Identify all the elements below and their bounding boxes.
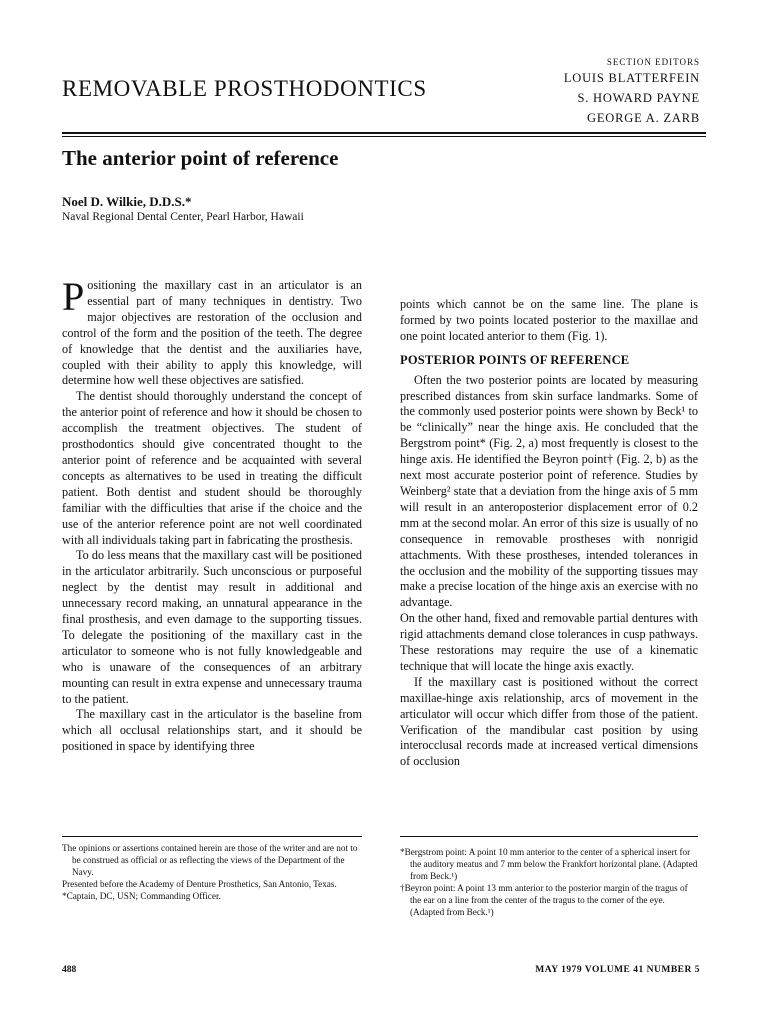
header-rule-thick: [62, 132, 706, 134]
section-editors-label: SECTION EDITORS: [606, 57, 700, 67]
paragraph: Often the two posterior points are located by measuring prescribed distances from skin surface landmarks. Some of the commonly used posterior points were shown by Beck¹ to be “clinically” near the hinge axis. He concluded that the Bergstrom point* (Fig. 2, a) most frequently is closest to the hinge axis. He identified the Beyron point† (Fig. 2, b) as the next most accurate posterior point of reference. Studies by Weinberg² state that a deviation from the hinge axis of 5 mm will result in an anteroposterior displacement error of 0.2 mm at the second molar. An error of this size is usually of no consequence in removable prostheses with nonrigid attachments. With these prostheses, intended tolerances in the occlusion and the mobility of the supporting tissues may make a precise location of the hinge axis an exercise with no advantage.: [400, 372, 698, 610]
article-title: The anterior point of reference: [62, 146, 339, 170]
footnote: Presented before the Academy of Denture Prosthetics, San Antonio, Texas.: [62, 879, 337, 889]
paragraph: The maxillary cast in the articulator is the baseline from which all occlusal relationships start, and it should be positioned in space by identifying three: [62, 707, 362, 754]
section-editor: LOUIS BLATTERFEIN: [563, 71, 700, 85]
drop-cap: P: [62, 274, 85, 319]
journal-issue-info: MAY 1979 VOLUME 41 NUMBER 5: [535, 965, 700, 975]
footnotes-right: [400, 846, 698, 918]
footnote: *Bergstrom point: A point 10 mm anterior to the center of a spherical insert for the auditory meatus and 7 mm below the Frankfort horizontal plane. (Adapted from Beck.¹): [400, 847, 698, 881]
page-number: 488: [62, 965, 77, 975]
author-name: Noel D. Wilkie, D.D.S.*: [62, 194, 192, 209]
right-column: [400, 297, 698, 770]
section-title: REMOVABLE PROSTHODONTICS: [62, 76, 427, 101]
paragraph: [62, 274, 362, 389]
paragraph: To do less means that the maxillary cast will be positioned in the articulator arbitrarily. Such unconscious or purposeful neglect by the dentist may result in additional and unnecessary record making, an unnatural appearance in the final prosthesis, and even damage to the supporting tissues. To delegate the positioning of the maxillary cast in the articulator to someone who is not fully knowledgeable and who is unaware of the consequences of an arbitrary mounting can result in extra expense and unnecessary trauma to the patient.: [62, 548, 362, 706]
footnotes-left: [62, 842, 362, 902]
footnote: The opinions or assertions contained herein are those of the writer and are not to be construed as official or as reflecting the views of the Department of the Navy.: [62, 843, 358, 877]
footnote-rule: [400, 836, 698, 837]
paragraph: On the other hand, fixed and removable partial dentures with rigid attachments demand close tolerances in cusp pathways. These restorations may require the use of a kinematic technique that will locate the hinge axis exactly.: [400, 611, 698, 673]
header-rule-thin: [62, 136, 706, 137]
section-editors: [564, 56, 700, 128]
paragraph: If the maxillary cast is positioned without the correct maxillae-hinge axis relationship, arcs of movement in the articulator will occur which differ from those of the patient. Verification of the mandibular cast position by using interocclusal records made at increased vertical dimensions of occlusion: [400, 674, 698, 769]
author-affiliation: Naval Regional Dental Center, Pearl Harbor, Hawaii: [62, 211, 304, 223]
paragraph: The dentist should thoroughly understand the concept of the anterior point of reference and how it should be chosen to accomplish the treatment objectives. The student of prosthodontics should give concentrated thought to the anterior point of reference and be acquainted with several concepts as alternatives to be used in treating the difficult patient. Both dentist and student should be thoroughly familiar with the difficulties that arise if the choice and the use of the anterior reference point are not well coordinated with all individuals taking part in fabricating the prosthesis.: [62, 389, 362, 547]
section-editor: S. HOWARD PAYNE: [577, 91, 700, 105]
paragraph-text: ositioning the maxillary cast in an articulator is an essential part of many techniques in dentistry. Two major objectives are restoration of the occlusion and control of the form and the position of the teeth. The degree of knowledge that the dentist and the auxiliaries have, coupled with their ability to apply this knowledge, will determine how well these objectives are satisfied.: [62, 278, 362, 388]
paragraph: points which cannot be on the same line. The plane is formed by two points located posterior to the maxillae and one point located anterior to them (Fig. 1).: [400, 297, 698, 343]
left-column: [62, 274, 362, 755]
footnote: *Captain, DC, USN; Commanding Officer.: [62, 891, 221, 901]
section-editor: GEORGE A. ZARB: [587, 111, 700, 125]
footnote: †Beyron point: A point 13 mm anterior to the posterior margin of the tragus of the ear on a line from the center of the tragus to the corner of the eye. (Adapted from Beck.¹): [400, 883, 688, 917]
footnote-rule: [62, 836, 362, 837]
section-heading: POSTERIOR POINTS OF REFERENCE: [400, 352, 630, 367]
